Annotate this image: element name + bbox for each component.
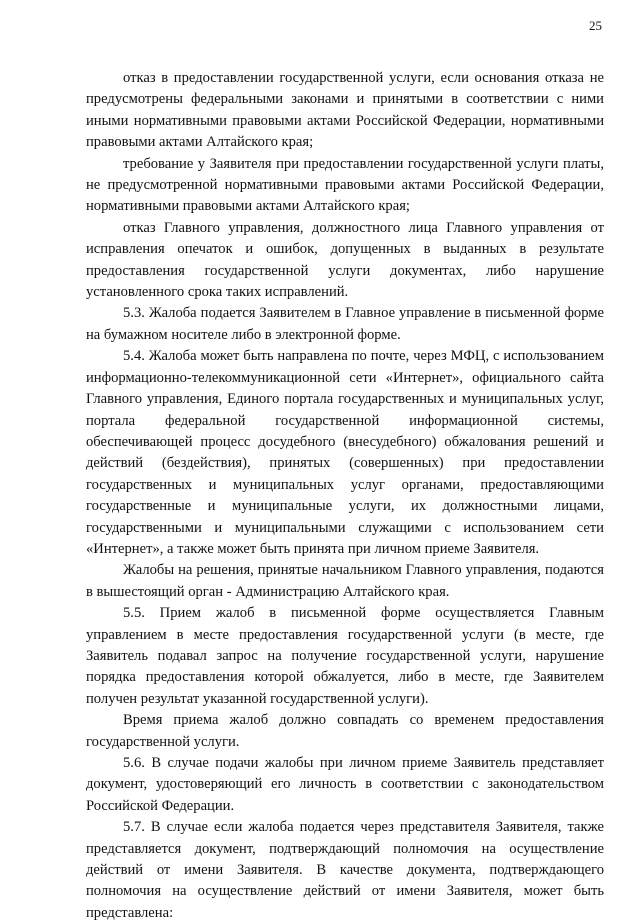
- paragraph: отказ в предоставлении государственной услуги, если основания отказа не предусмотрены федеральными законами и принятыми в соответствии с ними иными нормативными правовыми актами Российской Федерации, нормативными правовыми актами Алтайского края;: [86, 70, 604, 151]
- paragraph: 5.5. Прием жалоб в письменной форме осуществляется Главным управлением в месте предоставления государственной услуги (в месте, где Заявитель подавал запрос на получение государственной услуги, нарушение порядка предоставления которой обжалуется, либо в месте, где Заявителем получен результат указанной государственной услуги).: [86, 605, 604, 707]
- paragraph: 5.7. В случае если жалоба подается через представителя Заявителя, также представляется документ, подтверждающий полномочия на осуществление действий от имени Заявителя. В качестве документа, подтверждающего полномочия на осуществление действий от имени Заявителя, может быть представлена:: [86, 819, 604, 921]
- paragraph: Время приема жалоб должно совпадать со временем предоставления государственной услуги.: [86, 712, 604, 750]
- paragraph: отказ Главного управления, должностного лица Главного управления от исправления опечаток и ошибок, допущенных в выданных в результате предоставления государственной услуги документах, либо нарушение установленного срока таких исправлений.: [86, 219, 604, 301]
- paragraph: 5.3. Жалоба подается Заявителем в Главное управление в письменной форме на бумажном носителе либо в электронной форме.: [86, 305, 604, 343]
- paragraph: 5.4. Жалоба может быть направлена по почте, через МФЦ, с использованием информационно-телекоммуникационной сети «Интернет», официального сайта Главного управления, Единого портала государственных и муниципальных услуг, портала федеральной государственной информационной системы, обеспечивающей процесс досудебного (внесудебного) обжалования решений и действий (бездействия), принятых (совершенных) при предоставлении государственных и муниципальных услуг органами, предоставляющими государственные и муниципальные услуги, их должностными лицами, государственными и муниципальными служащими с использованием сети «Интернет», а также может быть принята при личном приеме Заявителя.: [86, 348, 604, 557]
- paragraph: требование у Заявителя при предоставлении государственной услуги платы, не предусмотренной нормативными правовыми актами Российской Федерации, нормативными правовыми актами Алтайского края;: [86, 155, 604, 215]
- page-number: 25: [589, 18, 602, 33]
- paragraph: Жалобы на решения, принятые начальником Главного управления, подаются в вышестоящий орган - Администрацию Алтайского края.: [86, 562, 604, 600]
- paragraph: 5.6. В случае подачи жалобы при личном приеме Заявитель представляет документ, удостоверяющий его личность в соответствии с законодательством Российской Федерации.: [86, 755, 604, 814]
- document-body: [86, 68, 604, 924]
